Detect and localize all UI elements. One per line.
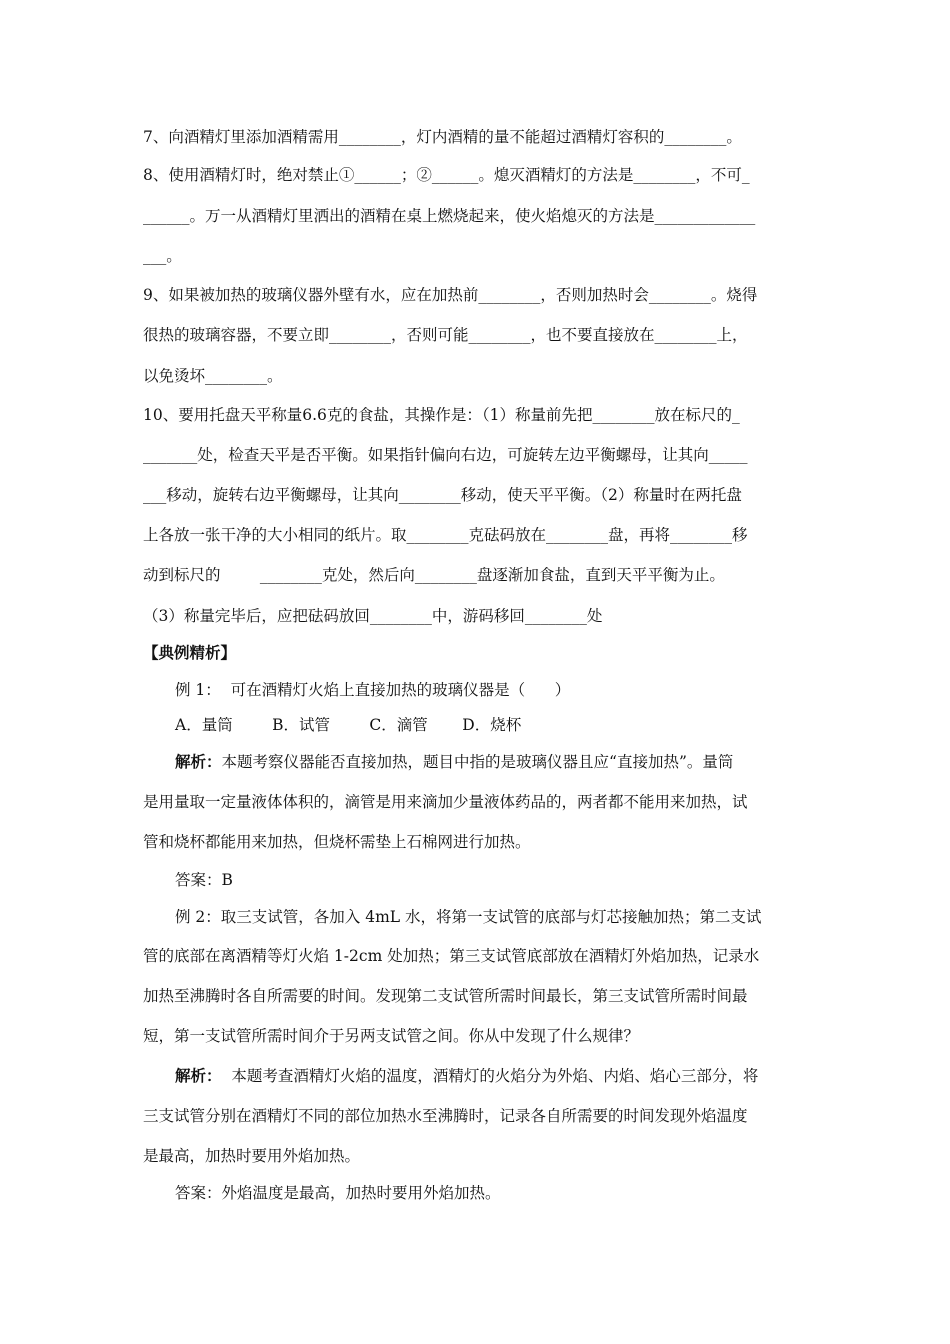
example-2-line-1: 例 2：取三支试管，各加入 4mL 水，将第一支试管的底部与灯芯接触加热；第二支试	[175, 908, 762, 926]
example-2-analysis-line-3: 是最高，加热时要用外焰加热。	[143, 1147, 361, 1165]
analysis-label: 解析：	[175, 752, 222, 771]
question-9-line-2: 很热的玻璃容器，不要立即________，否则可能________，也不要直接放在________上，	[143, 326, 748, 344]
question-8-line-1: 8、使用酒精灯时，绝对禁止①______；②______。熄灭酒精灯的方法是________，不可_	[143, 166, 750, 184]
question-10-line-5: 动到标尺的 ________克处，然后向________盘逐渐加食盐，直到天平平衡为止。	[143, 566, 725, 584]
analysis-label: 解析：	[175, 1066, 222, 1085]
question-9-line-3: 以免烫坏________。	[143, 367, 283, 385]
example-2-line-2: 管的底部在离酒精等灯火焰 1-2cm 处加热；第三支试管底部放在酒精灯外焰加热，记录水	[143, 947, 760, 965]
question-10-line-6: （3）称量完毕后，应把砝码放回________中，游码移回________处	[143, 607, 603, 625]
example-1-options: A．量筒 B．试管 C．滴管 D．烧杯	[175, 716, 522, 734]
question-8-line-2: ______。万一从酒精灯里洒出的酒精在桌上燃烧起来，使火焰熄灭的方法是_____________	[143, 207, 756, 225]
example-2-analysis-line-2: 三支试管分别在酒精灯不同的部位加热水至沸腾时，记录各自所需要的时间发现外焰温度	[143, 1107, 748, 1125]
question-10-line-1: 10、要用托盘天平称量6.6克的食盐，其操作是：（1）称量前先把________放在标尺的_	[143, 406, 740, 424]
example-1-answer: 答案：B	[175, 871, 233, 889]
example-1-question: 例 1： 可在酒精灯火焰上直接加热的玻璃仪器是（ ）	[175, 681, 571, 699]
example-2-analysis-line-1: 解析： 本题考查酒精灯火焰的温度，酒精灯的火焰分为外焰、内焰、焰心三部分，将	[175, 1066, 759, 1085]
example-1-analysis-line-1: 解析：本题考察仪器能否直接加热，题目中指的是玻璃仪器且应“直接加热”。量筒	[175, 752, 734, 771]
example-1-analysis-line-2: 是用量取一定量液体体积的，滴管是用来滴加少量液体药品的，两者都不能用来加热，试	[143, 793, 748, 811]
section-heading: 【典例精析】	[143, 643, 237, 662]
example-2-answer: 答案：外焰温度是最高，加热时要用外焰加热。	[175, 1184, 501, 1202]
question-9-line-1: 9、如果被加热的玻璃仪器外壁有水，应在加热前________，否则加热时会________。烧得	[143, 286, 758, 304]
question-8-line-3: ___。	[143, 247, 182, 265]
question-10-line-3: ___移动，旋转右边平衡螺母，让其向________移动，使天平平衡。（2）称量时在两托盘	[143, 486, 742, 504]
question-10-line-4: 上各放一张干净的大小相同的纸片。取________克砝码放在________盘，再将________移	[143, 526, 748, 544]
question-10-line-2: _______处，检查天平是否平衡。如果指针偏向右边，可旋转左边平衡螺母，让其向_____	[143, 446, 748, 464]
example-2-line-3: 加热至沸腾时各自所需要的时间。发现第二支试管所需时间最长，第三支试管所需时间最	[143, 987, 748, 1005]
example-2-line-4: 短，第一支试管所需时间介于另两支试管之间。你从中发现了什么规律？	[143, 1027, 640, 1045]
example-1-analysis-line-3: 管和烧杯都能用来加热，但烧杯需垫上石棉网进行加热。	[143, 833, 531, 851]
question-7: 7、向酒精灯里添加酒精需用________，灯内酒精的量不能超过酒精灯容积的________。	[143, 128, 742, 146]
